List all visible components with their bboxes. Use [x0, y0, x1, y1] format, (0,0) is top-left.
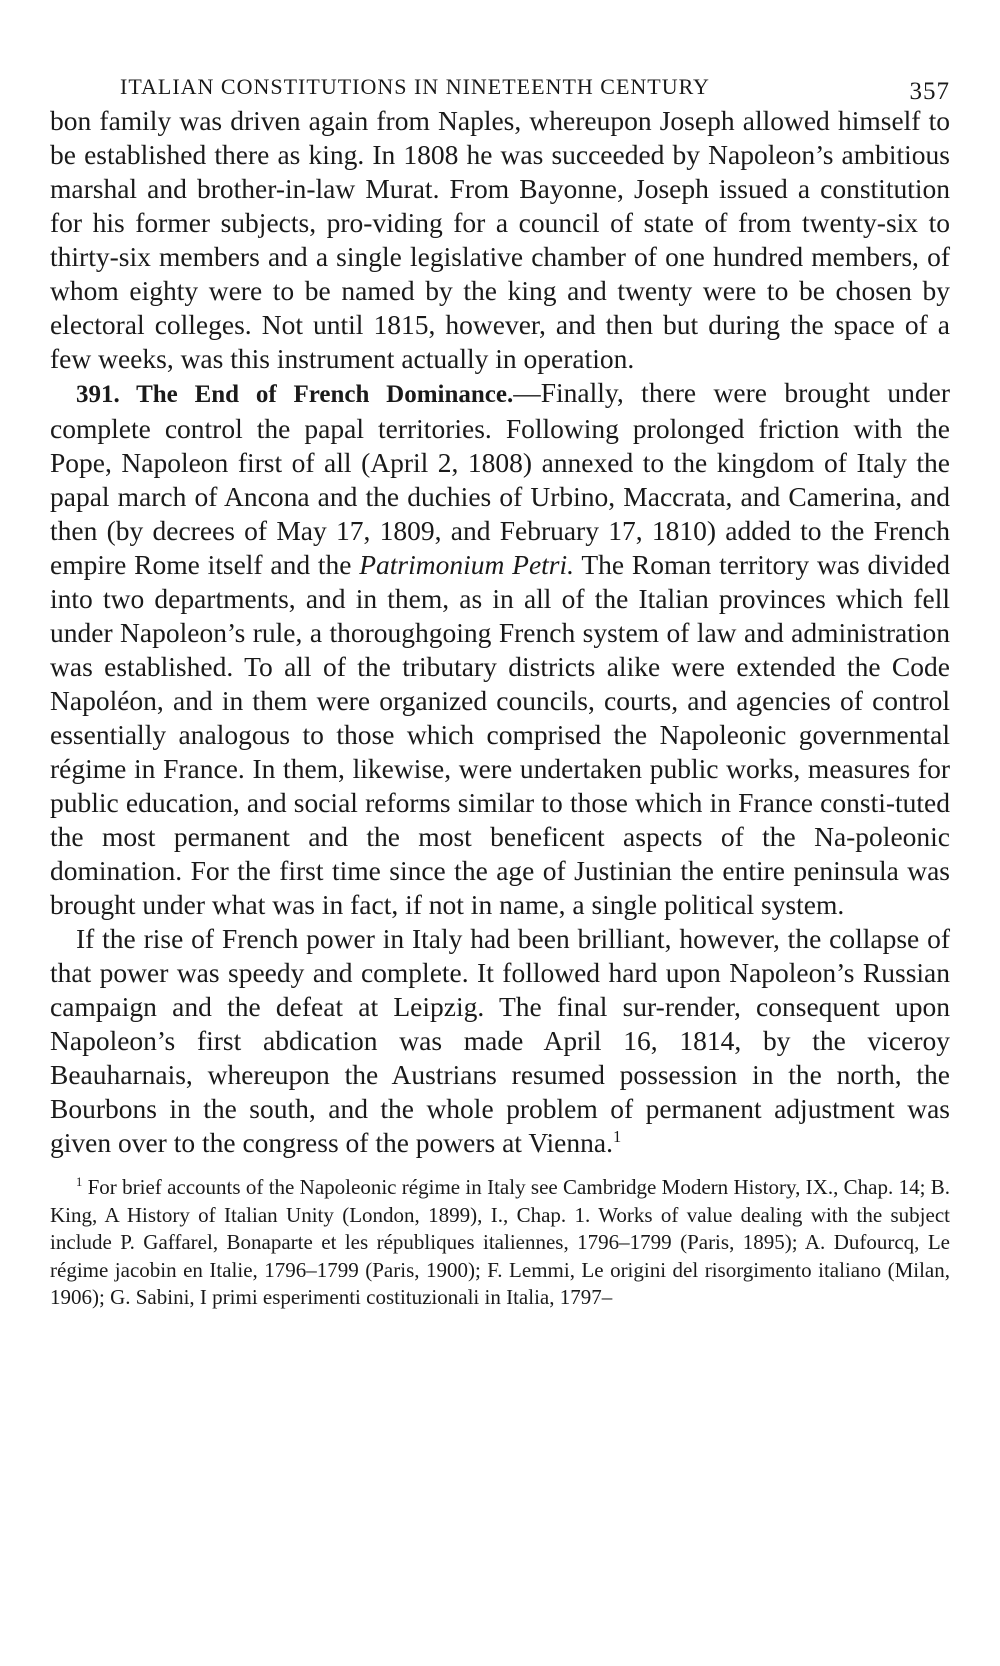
running-head: [50, 60, 950, 104]
paragraph-1: [50, 104, 950, 376]
section-heading: 391. The End of French Dominance.: [76, 381, 514, 408]
paragraph-3: [50, 922, 950, 1160]
footnote-1-text: For brief accounts of the Napoleonic régime in Italy see Cambridge Modern History, IX., Chap. 14; B. King, A History of Italian Unity (London, 1899), I., Chap. 1. Works of value dealing with the subject include P. Gaffarel, Bonaparte et les républiques italiennes, 1796–1799 (Paris, 1895); A. Dufourcq, Le régime jacobin en Italie, 1796–1799 (Paris, 1900); F. Lemmi, Le origini del risorgimento italiano (Milan, 1906); G. Sabini, I primi esperimenti costituzionali in Italia, 1797–: [50, 1175, 950, 1309]
paragraph-2: [50, 376, 950, 922]
paragraph-2-text-a: —Finally, there were brought under complete control the papal territories. Following prolonged friction with the Pope, Napoleon first of all (April 2, 1808) annexed to the kingdom of Italy the papal march of Ancona and the duchies of Urbino, Maccrata, and Camerina, and then (by decrees of May 17, 1809, and February 17, 1810) added to the French empire Rome itself and the: [50, 377, 950, 580]
book-page: [50, 60, 950, 1312]
footnotes: [50, 1174, 950, 1312]
page-number: 357: [909, 78, 950, 105]
footnote-marker: 1: [76, 1175, 83, 1189]
footnote-1: [50, 1174, 950, 1312]
paragraph-2-text-b: The Roman territory was divided into two departments, and in them, as in all of the Italian provinces which fell under Napoleon’s rule, a thoroughgoing French system of law and administration was established. To all of the tributary districts alike were extended the Code Napoléon, and in them were organized councils, courts, and agencies of control essentially analogous to those which comprised the Napoleonic governmental régime in France. In them, likewise, were undertaken public works, measures for public education, and social reforms similar to those which in France consti-tuted the most permanent and the most beneficent aspects of the Na-poleonic domination. For the first time since the age of Justinian the entire peninsula was brought under what was in fact, if not in name, a single political system.: [50, 549, 950, 920]
footnote-reference: 1: [612, 1126, 622, 1146]
paragraph-2-italic: Patrimonium Petri.: [359, 549, 575, 580]
paragraph-3-text: If the rise of French power in Italy had been brilliant, however, the collapse of that power was speedy and complete. It followed hard upon Napoleon’s Russian campaign and the defeat at Leipzig. The final sur-render, consequent upon Napoleon’s first abdication was made April 16, 1814, by the viceroy Beauharnais, whereupon the Austrians resumed possession in the north, the Bourbons in the south, and the whole problem of permanent adjustment was given over to the congress of the powers at Vienna.: [50, 923, 950, 1158]
paragraph-1-text: bon family was driven again from Naples, whereupon Joseph allowed himself to be established there as king. In 1808 he was succeeded by Napoleon’s ambitious marshal and brother-in-law Murat. From Bayonne, Joseph issued a constitution for his former subjects, pro-viding for a council of state of from twenty-six to thirty-six members and a single legislative chamber of one hundred members, of whom eighty were to be named by the king and twenty were to be chosen by electoral colleges. Not until 1815, however, and then but during the space of a few weeks, was this instrument actually in operation.: [50, 105, 950, 374]
body-text: [50, 104, 950, 1160]
running-title: ITALIAN CONSTITUTIONS IN NINETEENTH CENTURY: [120, 74, 710, 99]
